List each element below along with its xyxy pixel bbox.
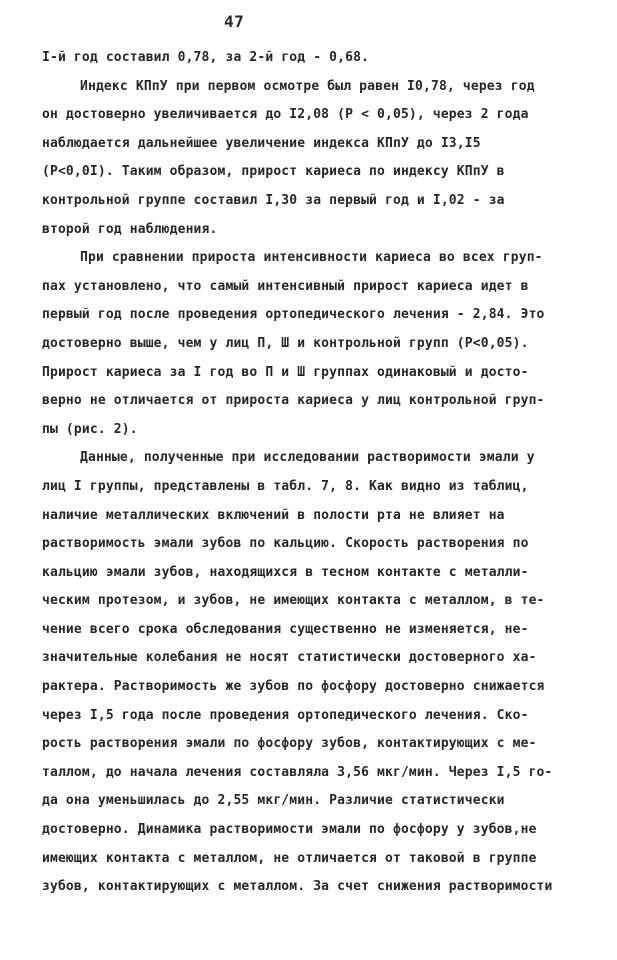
text-line: Прирост кариеса за I год во П и Ш группах одинаковый и досто- <box>42 364 529 380</box>
text-line: зубов, контактирующих с металлом. За счет снижения растворимости <box>42 879 553 895</box>
text-line: да она уменьшилась до 2,55 мкг/мин. Различие статистически <box>42 793 505 809</box>
text-line: (Р<0,0I). Таким образом, прирост кариеса по индексу КПпУ в <box>42 164 505 180</box>
text-line: достоверно выше, чем у лиц П, Ш и контрольной групп (Р<0,05). <box>42 335 529 351</box>
page-number: 47 <box>224 12 245 31</box>
text-line: таллом, до начала лечения составляла 3,56 мкг/мин. Через I,5 го- <box>42 764 553 780</box>
text-line: значительные колебания не носят статистически достоверного ха- <box>42 650 537 666</box>
text-line: он достоверно увеличивается до I2,08 (Р < 0,05), через 2 года <box>42 107 529 123</box>
text-line: При сравнении прироста интенсивности кариеса во всех груп- <box>80 250 543 266</box>
text-line: лиц I группы, представлены в табл. 7, 8. Как видно из таблиц, <box>42 478 529 494</box>
text-line: достоверно. Динамика растворимости эмали по фосфору у зубов,не <box>42 822 537 838</box>
text-line: второй год наблюдения. <box>42 221 218 237</box>
text-line: пах установлено, что самый интенсивный прирост кариеса идет в <box>42 278 529 294</box>
body-text <box>42 44 602 902</box>
text-line: чение всего срока обследования существенно не изменяется, не- <box>42 621 529 637</box>
text-line: кальцию эмали зубов, находящихся в тесном контакте с металли- <box>42 564 529 580</box>
text-line: Индекс КПпУ при первом осмотре был равен I0,78, через год <box>80 78 535 94</box>
text-line: через I,5 года после проведения ортопедического лечения. Ско- <box>42 707 529 723</box>
text-line: наблюдается дальнейшее увеличение индекса КПпУ до I3,I5 <box>42 135 481 151</box>
text-line: рактера. Растворимость же зубов по фосфору достоверно снижается <box>42 679 545 695</box>
text-line: пы (рис. 2). <box>42 421 138 437</box>
text-line: верно не отличается от прироста кариеса у лиц контрольной груп- <box>42 393 545 409</box>
text-line: Данные, полученные при исследовании растворимости эмали у <box>80 450 535 466</box>
text-line: ческим протезом, и зубов, не имеющих контакта с металлом, в те- <box>42 593 545 609</box>
text-line: имеющих контакта с металлом, не отличается от таковой в группе <box>42 850 537 866</box>
text-line: I-й год составил 0,78, за 2-й год - 0,68. <box>42 50 370 65</box>
text-line: рость растворения эмали по фосфору зубов, контактирующих с ме- <box>42 736 537 752</box>
text-line: наличие металлических включений в полости рта не влияет на <box>42 507 505 523</box>
text-line: растворимость эмали зубов по кальцию. Скорость растворения по <box>42 536 529 552</box>
text-line: контрольной группе составил I,30 за первый год и I,02 - за <box>42 192 505 208</box>
text-line: первый год после проведения ортопедического лечения - 2,84. Это <box>42 307 545 323</box>
